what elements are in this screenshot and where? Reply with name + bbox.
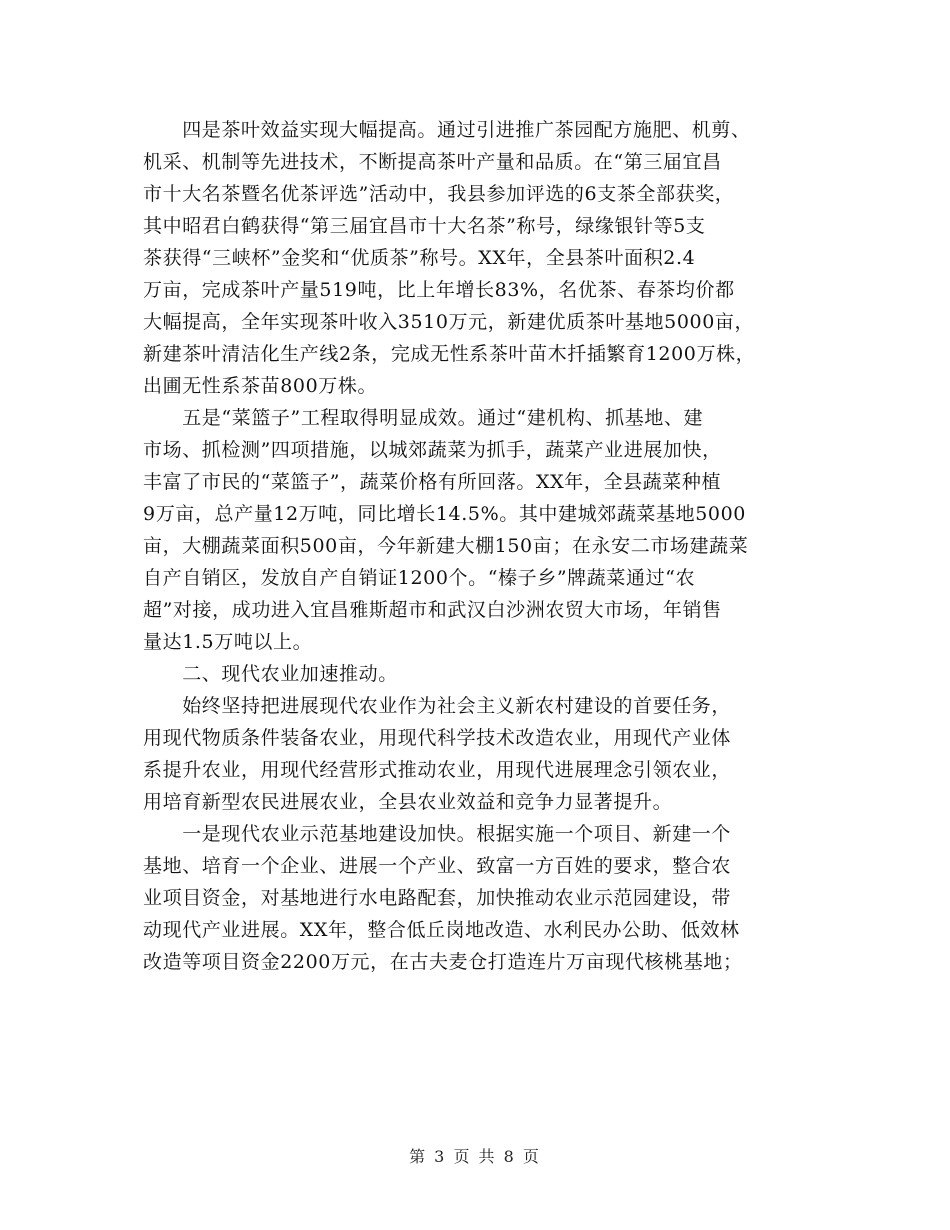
text-line: 系提升农业，用现代经营形式推动农业，用现代进展理念引领农业，	[143, 759, 732, 781]
text-line: 大幅提高，全年实现茶叶收入3510万元，新建优质茶叶基地5000亩，	[143, 311, 755, 333]
text-line: 始终坚持把进展现代农业作为社会主义新农村建设的首要任务，	[143, 695, 732, 717]
text-line: 9万亩，总产量12万吨，同比增长14.5%。其中建城郊蔬菜基地5000	[143, 503, 746, 525]
page-footer: 第 3 页 共 8 页	[409, 1147, 541, 1166]
text-line: 基地、培育一个企业、进展一个产业、致富一方百姓的要求，整合农	[143, 855, 732, 877]
text-line: 其中昭君白鹤获得“第三届宜昌市十大名茶”称号，绿缘银针等5支	[143, 215, 706, 237]
text-line: 改造等项目资金2200万元，在古夫麦仓打造连片万亩现代核桃基地；	[143, 951, 743, 973]
text-line: 茶获得“三峡杯”金奖和“优质茶”称号。XX年，全县茶叶面积2.4	[143, 247, 696, 269]
text-line: 量达1.5万吨以上。	[143, 631, 313, 653]
text-line: 市场、抓检测”四项措施，以城郊蔬菜为抓手，蔬菜产业进展加快，	[143, 439, 722, 461]
text-line: 五是“菜篮子”工程取得明显成效。通过“建机构、抓基地、建	[143, 407, 704, 429]
text-line: 丰富了市民的“菜篮子”，蔬菜价格有所回落。XX年，全县蔬菜种植	[143, 471, 722, 493]
text-line: 市十大名茶暨名优茶评选”活动中，我县参加评选的6支茶全部获奖，	[143, 183, 735, 205]
text-line: 用培育新型农民进展农业，全县农业效益和竞争力显著提升。	[143, 791, 673, 813]
text-line: 一是现代农业示范基地建设加快。根据实施一个项目、新建一个	[143, 823, 732, 845]
text-line: 新建茶叶清洁化生产线2条，完成无性系茶叶苗木扦插繁育1200万株，	[143, 343, 756, 365]
text-line: 业项目资金，对基地进行水电路配套，加快推动农业示范园建设，带	[143, 887, 732, 909]
text-line: 亩，大棚蔬菜面积500亩，今年新建大棚150亩；在永安二市场建蔬菜	[143, 535, 749, 557]
text-line: 四是茶叶效益实现大幅提高。通过引进推广茶园配方施肥、机剪、	[143, 119, 751, 141]
text-line: 机采、机制等先进技术，不断提高茶叶产量和品质。在“第三届宜昌	[143, 151, 722, 173]
text-line: 自产自销区，发放自产自销证1200个。“榛子乡”牌蔬菜通过“农	[143, 567, 696, 589]
text-line: 用现代物质条件装备农业，用现代科学技术改造农业，用现代产业体	[143, 727, 732, 749]
document-body	[143, 114, 813, 978]
text-line: 出圃无性系茶苗800万株。	[143, 375, 378, 397]
text-line: 动现代产业进展。XX年，整合低丘岗地改造、水利民办公助、低效林	[143, 919, 740, 941]
text-line: 万亩，完成茶叶产量519吨，比上年增长83%，名优茶、春茶均价都	[143, 279, 735, 301]
section-heading: 二、现代农业加速推动。	[143, 663, 398, 685]
text-line: 超”对接，成功进入宜昌雅斯超市和武汉白沙洲农贸大市场，年销售	[143, 599, 722, 621]
